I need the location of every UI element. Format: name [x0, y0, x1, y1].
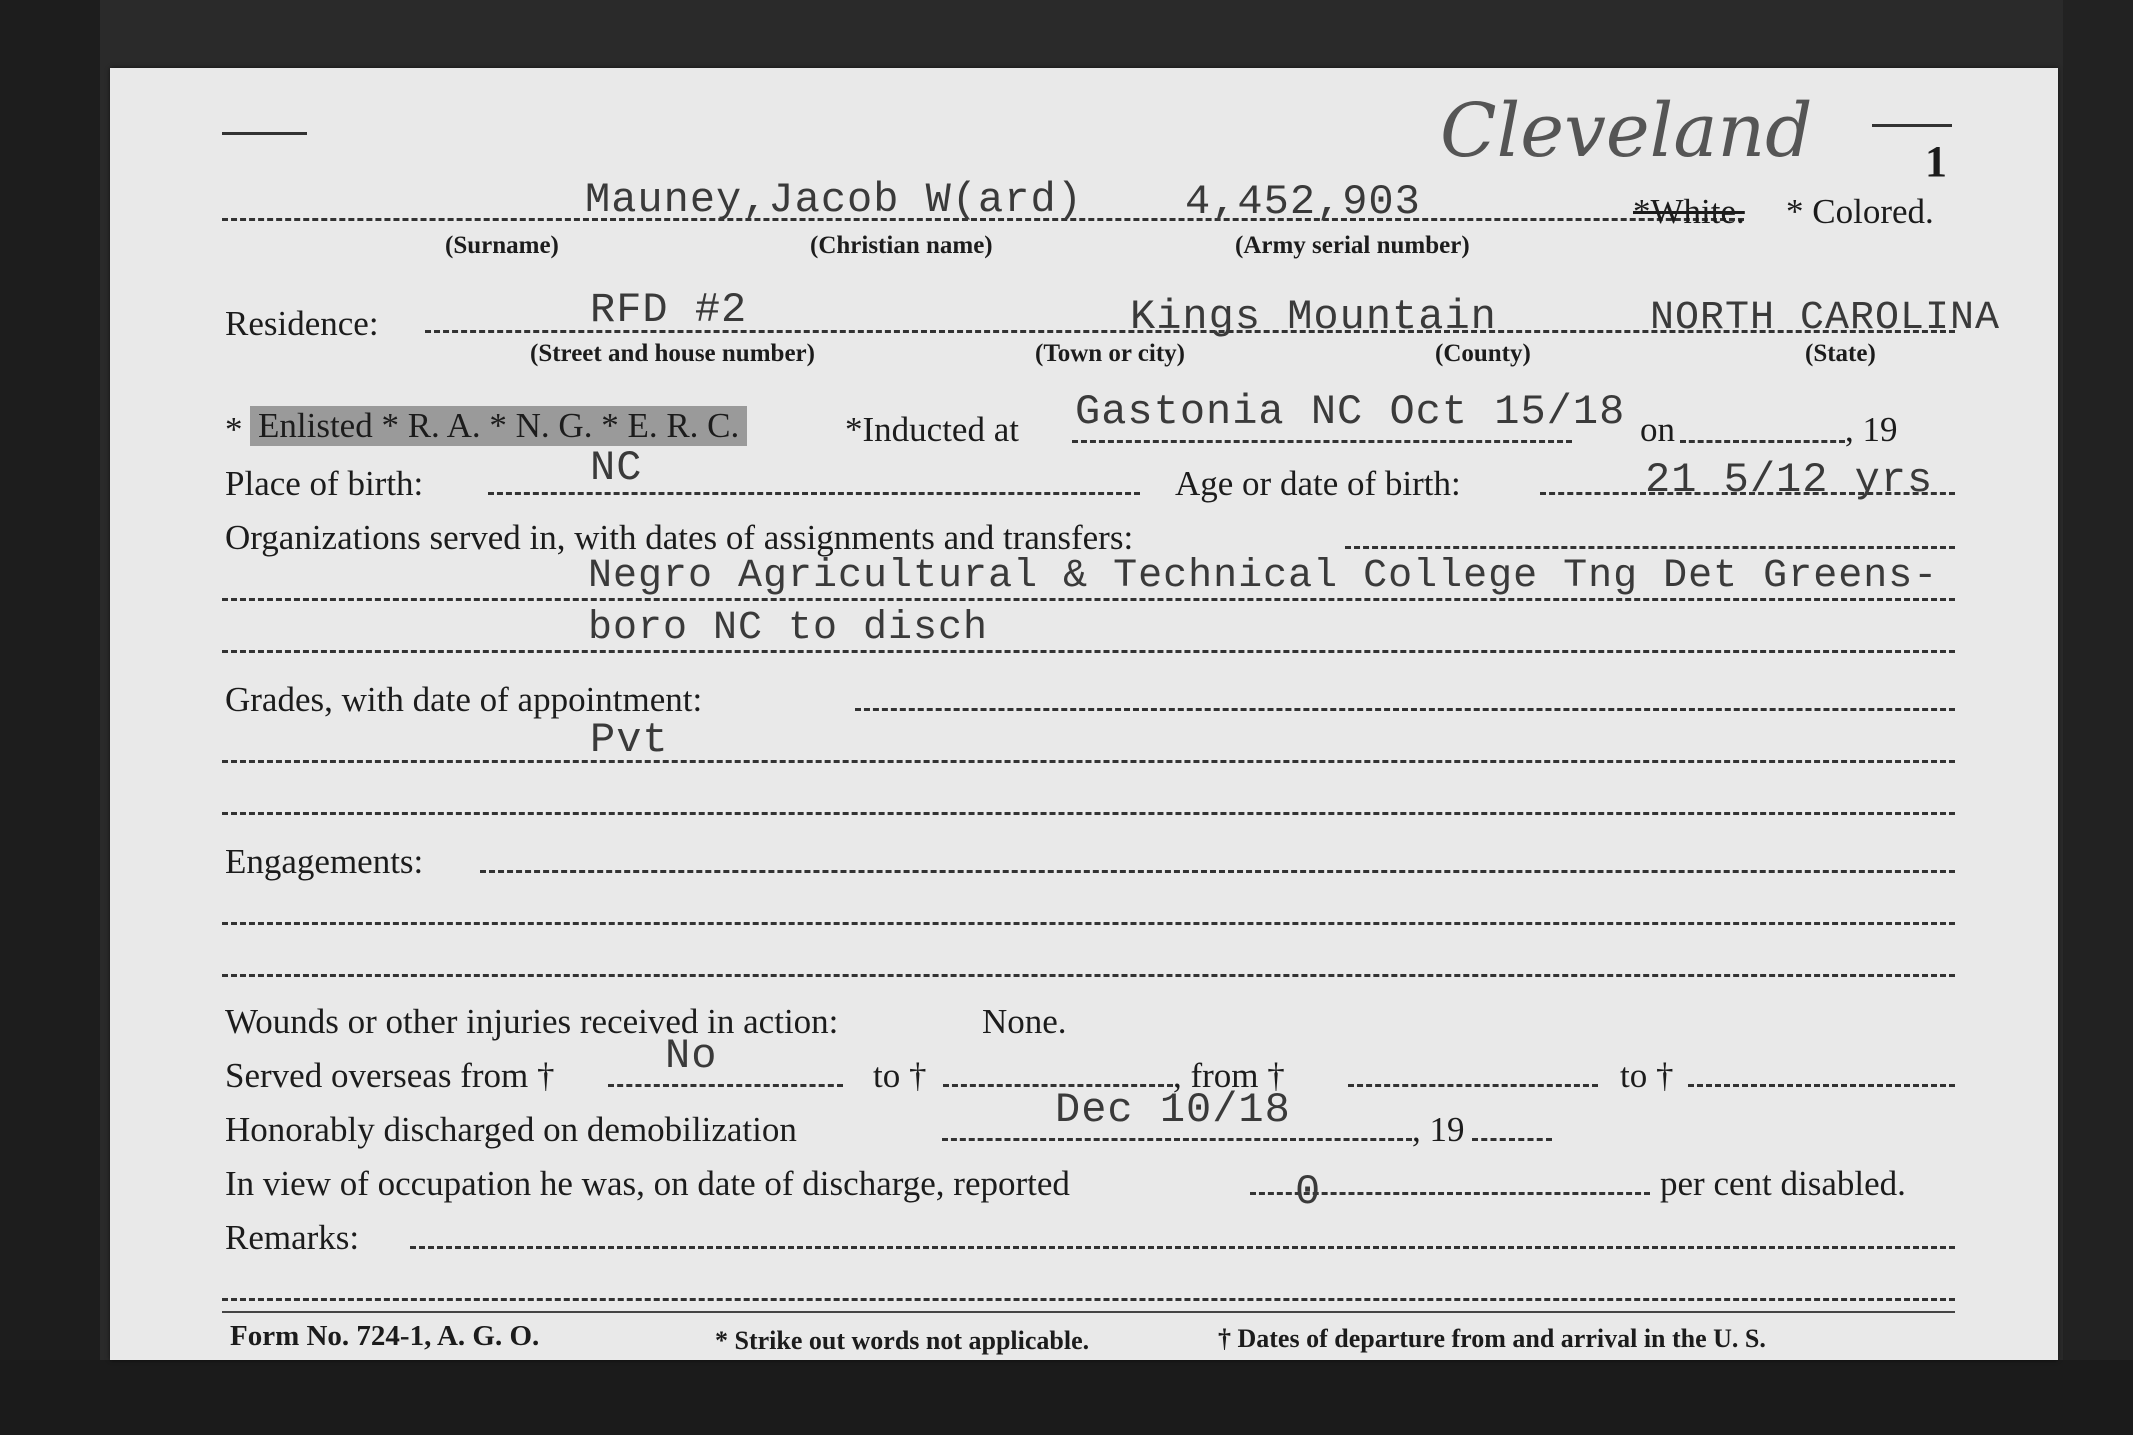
enlistment-star: * — [225, 410, 243, 449]
card-number: 1 — [1925, 137, 1947, 186]
overseas-to2-label: to † — [1620, 1056, 1674, 1095]
organizations-line-0 — [1345, 546, 1955, 549]
inducted-line — [1072, 440, 1572, 443]
footnote-dates: † Dates of departure from and arrival in the U. S. — [1218, 1324, 1766, 1353]
caption-christian-name: (Christian name) — [810, 232, 993, 259]
card-number-rule — [1872, 124, 1952, 127]
caption-army-serial: (Army serial number) — [1235, 232, 1470, 259]
grades-line-2 — [222, 812, 1955, 815]
discharge-line — [942, 1138, 1412, 1141]
footnote-strike-out: * Strike out words not applicable. — [715, 1326, 1090, 1355]
inducted-value: Gastonia NC Oct 15/18 — [1075, 388, 1626, 436]
inducted-year-label: , 19 — [1845, 410, 1898, 449]
disability-label: In view of occupation he was, on date of discharge, reported — [225, 1164, 1070, 1203]
inducted-at-label: *Inducted at — [845, 410, 1019, 449]
wounds-value: None. — [982, 1002, 1067, 1041]
discharge-year-label: , 19 — [1412, 1110, 1465, 1149]
scan-border-bottom — [0, 1360, 2133, 1435]
top-left-rule — [222, 132, 307, 135]
overseas-from2-line — [1348, 1084, 1598, 1087]
grades-value: Pvt — [590, 716, 669, 764]
overseas-from-line — [608, 1084, 843, 1087]
discharge-label: Honorably discharged on demobilization — [225, 1110, 797, 1149]
grades-label: Grades, with date of appointment: — [225, 680, 703, 719]
residence-label: Residence: — [225, 304, 379, 343]
disability-value: 0 — [1295, 1168, 1322, 1216]
army-serial-number: 4,452,903 — [1185, 178, 1421, 226]
footer-rule — [222, 1311, 1955, 1313]
residence-street: RFD #2 — [590, 286, 748, 334]
organizations-value-2: boro NC to disch — [588, 606, 989, 651]
overseas-label: Served overseas from † — [225, 1056, 555, 1095]
remarks-line-1 — [222, 1298, 1955, 1301]
residence-state: NORTH CAROLINA — [1650, 296, 2001, 341]
remarks-line-0 — [410, 1246, 1955, 1249]
place-of-birth-value: NC — [590, 444, 643, 492]
enlistment-options-struck: Enlisted * R. A. * N. G. * E. R. C. — [250, 406, 747, 446]
organizations-label: Organizations served in, with dates of assignments and transfers: — [225, 518, 1134, 557]
inducted-on-line — [1680, 440, 1845, 443]
residence-town: Kings Mountain — [1130, 293, 1497, 341]
grades-line-0 — [855, 708, 1955, 711]
form-number: Form No. 724-1, A. G. O. — [230, 1320, 540, 1352]
race-colored: * Colored. — [1786, 192, 1934, 231]
engagements-line-0 — [480, 870, 1955, 873]
engagements-line-2 — [222, 974, 1955, 977]
soldier-name: Mauney,Jacob W(ard) — [585, 176, 1083, 224]
caption-street: (Street and house number) — [530, 340, 815, 367]
caption-surname: (Surname) — [445, 232, 559, 259]
overseas-to-label: to † — [873, 1056, 927, 1095]
county-handwritten-note: Cleveland — [1440, 88, 1813, 174]
age-label: Age or date of birth: — [1175, 464, 1461, 503]
remarks-label: Remarks: — [225, 1218, 360, 1257]
scan-border-left — [0, 0, 100, 1435]
age-value: 21 5/12 yrs — [1645, 456, 1934, 504]
overseas-from2-label: , from † — [1173, 1056, 1285, 1095]
discharge-year-line — [1472, 1138, 1552, 1141]
organizations-value-1: Negro Agricultural & Technical College Tng Det Greens- — [588, 554, 1939, 599]
grades-line-1 — [222, 760, 1955, 763]
caption-state: (State) — [1805, 340, 1876, 367]
discharge-value: Dec 10/18 — [1055, 1086, 1291, 1134]
overseas-to2-line — [1688, 1084, 1955, 1087]
caption-town: (Town or city) — [1035, 340, 1185, 367]
place-of-birth-label: Place of birth: — [225, 464, 424, 503]
service-record-card — [110, 68, 2058, 1360]
inducted-on-label: on — [1640, 410, 1675, 449]
wounds-label: Wounds or other injuries received in action: — [225, 1002, 839, 1041]
caption-county: (County) — [1435, 340, 1531, 367]
engagements-label: Engagements: — [225, 842, 424, 881]
organizations-line-2 — [222, 650, 1955, 653]
overseas-from-value: No — [665, 1032, 718, 1080]
scan-border-right — [2063, 0, 2133, 1435]
engagements-line-1 — [222, 922, 1955, 925]
place-of-birth-line — [488, 492, 1140, 495]
race-white-struck: *White. — [1633, 192, 1745, 231]
disability-suffix: per cent disabled. — [1660, 1164, 1906, 1203]
